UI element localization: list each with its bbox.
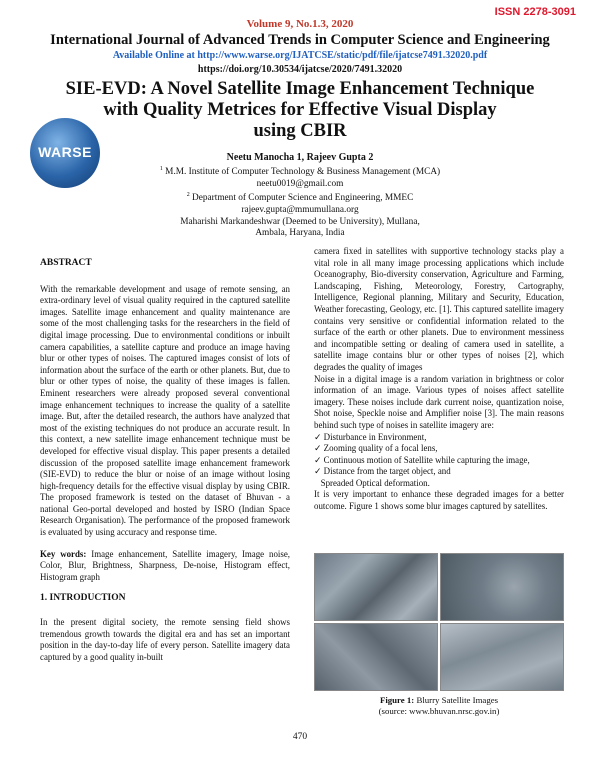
list-item: Spreaded Optical deformation. xyxy=(314,477,430,488)
list-item: ✓ Distance from the target object, and xyxy=(314,466,451,477)
figure-source: (source: www.bhuvan.nrsc.gov.in) xyxy=(378,706,500,716)
abstract-body: With the remarkable development and usage of remote sensing, an extra-ordinary level of visual quality required in the captured satellite images. Satellite image enhancement and quality maintenance are some of the most challenging tasks for the researchers in the field of digital image processing. Due to environmental conditions or inbuilt camera capabilities, a satellite capture and produce an image having blur or other types of noises. The captured images consist of lots of information about the surface of the earth or other planets. But, due to blur or other types of noise, the quality of these images is fallen. Eminent researchers were already proposed several conventional image enhancement techniques to increase the quality of a satellite image. But, after the detailed research, the authors have analyzed that most of the existing techniques do not produce an accurate result. In this context, a new satellite image enhancement technique must be developed for effective visual display. This paper presents a detailed discussion of the proposed satellite image enhancement framework (SIE-EVD) to reduce the blur or noise of an image without losing high-frequency details for the effective visual display by using CBIR. The proposed framework is tested on the dataset of Bhuvan - a national Geo-portal developed and hosted by ISRO (Indian Space Research Organisation). The performance of the proposed framework is evaluated by using accuracy and response time. xyxy=(40,283,290,538)
satellite-image xyxy=(440,553,564,621)
affiliation-email: neetu0019@gmail.com xyxy=(256,178,344,189)
satellite-image xyxy=(440,623,564,691)
list-item: ✓ Zooming quality of a focal lens, xyxy=(314,443,438,454)
authors: Neetu Manocha 1, Rajeev Gupta 2 xyxy=(226,152,374,163)
satellite-image xyxy=(314,623,438,691)
keywords: Key words: Image enhancement, Satellite imagery, Image noise, Color, Blur, Brightness, Sharpness, De-noise, Histogram effect, Histogram graph xyxy=(40,548,290,582)
issn-label: ISSN 2278-3091 xyxy=(494,6,576,18)
paper-title xyxy=(0,79,600,142)
affiliation-line: $^2$ Department of Computer Science and Engineering, MMEC xyxy=(186,192,414,204)
affiliations xyxy=(0,164,600,240)
page-number: 470 xyxy=(292,732,308,742)
available-online-link[interactable]: Available Online at http://www.warse.org/IJATCSE/static/pdf/file/ijatcse7491.32020.pdf xyxy=(112,50,488,61)
body-paragraph: Noise in a digital image is a random variation in brightness or color information of an image. Various types of noises affect satellite imagery. These noises include dark current noise, quantization noise, Shot noise, Speckle noise and Amplifier noise [3]. The main reasons behind such type of noises in satellite imagery are: xyxy=(314,373,564,430)
doi-link[interactable]: https://doi.org/10.30534/ijatcse/2020/7491.32020 xyxy=(197,64,403,75)
list-item: ✓ Disturbance in Environment, xyxy=(314,431,427,442)
title-line: with Quality Metrices for Effective Visual Display xyxy=(103,100,497,120)
affiliation-line: $^1$ M.M. Institute of Computer Technology & Business Management (MCA) xyxy=(159,166,441,178)
affiliation-email: rajeev.gupta@mmumullana.org xyxy=(241,204,359,215)
figure-caption: Figure 1: Blurry Satellite Images (source: www.bhuvan.nrsc.gov.in) xyxy=(314,695,564,717)
abstract-heading: ABSTRACT xyxy=(40,258,92,268)
title-line: SIE-EVD: A Novel Satellite Image Enhancement Technique xyxy=(65,79,535,99)
volume-info: Volume 9, No.1.3, 2020 xyxy=(246,18,354,30)
left-column xyxy=(40,258,290,663)
body-paragraph: camera fixed in satellites with supportive technology stacks play a vital role in all many image processing applications which include Oceanography, Bio-diversity conservation, Agriculture and Farming, Landscaping, Fishing, Meteorology, Forestry, Cartography, Intelligence, Regional planning, Military and Security, Education, Weather forecasting, Geology, etc. [1]. This captured satellite imagery contains very sensitive or confidential information related to the surface of the earth or other planets. Due to environment messiness and incompatible setting or dealing of camera used in satellite, a satellite image contains blur or other types of noises [2], which degrades the quality of images xyxy=(314,246,564,372)
title-line: using CBIR xyxy=(253,121,347,141)
list-item: ✓ Continuous motion of Satellite while capturing the image, xyxy=(314,454,530,465)
figure-1-images xyxy=(314,553,564,691)
body-paragraph: It is very important to enhance these degraded images for a better outcome. Figure 1 shows some blur images captured by satellites. xyxy=(314,489,564,512)
logo-text: WARSE xyxy=(38,144,92,160)
journal-title: International Journal of Advanced Trends in Computer Science and Engineering xyxy=(50,32,550,48)
affiliation-line: Ambala, Haryana, India xyxy=(255,228,345,239)
satellite-image xyxy=(314,553,438,621)
introduction-body: In the present digital society, the remote sensing field shows tremendous growth towards the digital era and has set an important position in the day-to-day life of every person. Satellite imagery data captured by a good quality in-built xyxy=(40,617,290,662)
introduction-heading: 1. INTRODUCTION xyxy=(40,593,126,604)
right-column xyxy=(314,246,564,513)
affiliation-line: Maharishi Markandeshwar (Deemed to be University), Mullana, xyxy=(180,216,420,227)
noise-causes-list xyxy=(314,432,564,490)
